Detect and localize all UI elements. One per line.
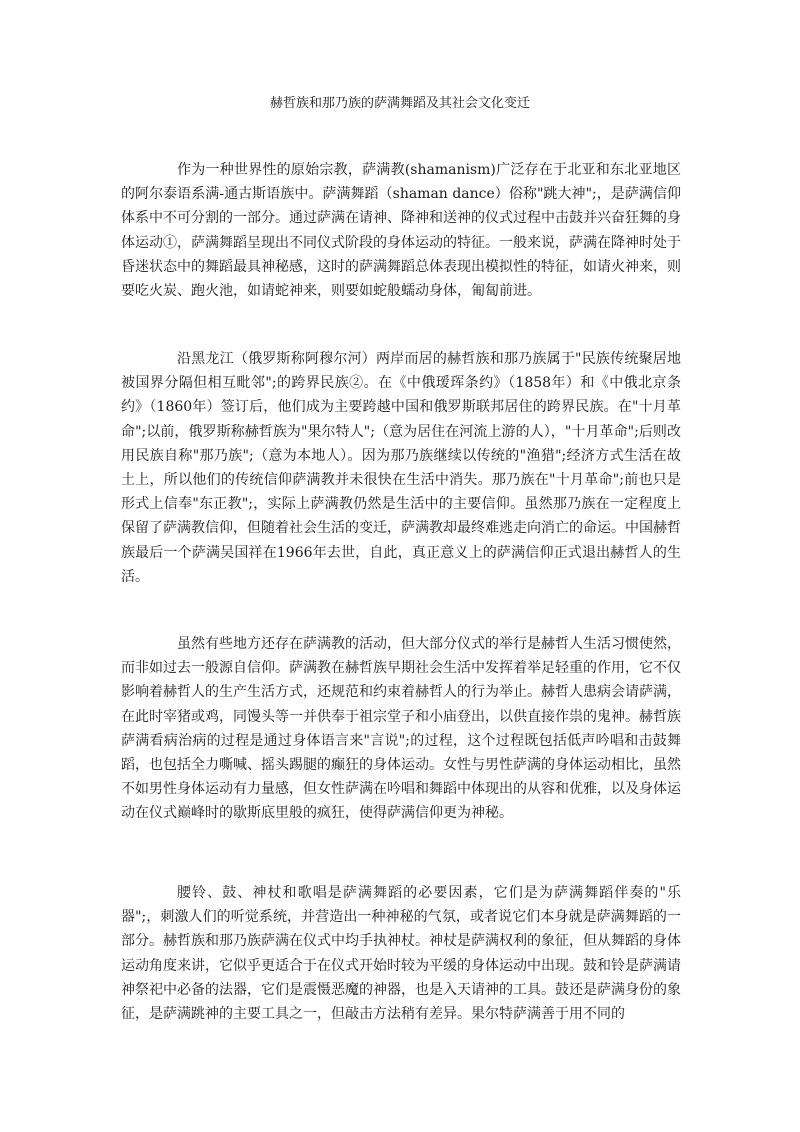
paragraph-2: 沿黑龙江（俄罗斯称阿穆尔河）两岸而居的赫哲族和那乃族属于"民族传统聚居地被国界分隔但相互毗邻";的跨界民族②。在《中俄瑷珲条约》（1858年）和《中俄北京条约》（1860年）签订后，他们成为主要跨越中国和俄罗斯联邦居住的跨界民族。在"十月革命";以前，俄罗斯称赫哲族为"果尔特人";（意为居住在河流上游的人），"十月革命";后则改用民族自称"那乃族";（意为本地人）。因为那乃族继续以传统的"渔猎";经济方式生活在故土上，所以他们的传统信仰萨满教并未很快在生活中消失。那乃族在"十月革命";前也只是形式上信奉"东正教";，实际上萨满教仍然是生活中的主要信仰。虽然那乃族在一定程度上保留了萨满教信仰，但随着社会生活的变迁，萨满教却最终难逃走向消亡的命运。中国赫哲族最后一个萨满吴国祥在1966年去世，自此，真正意义上的萨满信仰正式退出赫哲人的生活。 bbox=[121, 351, 681, 585]
document-title: 赫哲族和那乃族的萨满舞蹈及其社会文化变迁 bbox=[269, 96, 530, 111]
paragraph-3: 虽然有些地方还存在萨满教的活动，但大部分仪式的举行是赫哲人生活习惯使然，而非如过去一般源自信仰。萨满教在赫哲族早期社会生活中发挥着举足轻重的作用，它不仅影响着赫哲人的生产生活方式，还规范和约束着赫哲人的行为举止。赫哲人患病会请萨满，在此时宰猪或鸡，同馒头等一并供奉于祖宗堂子和小庙登出，以供直接作祟的鬼神。赫哲族萨满看病治病的过程是通过身体语言来"言说";的过程，这个过程既包括低声吟唱和击鼓舞蹈，也包括全力嘶喊、摇头踢腿的癫狂的身体运动。女性与男性萨满的身体运动相比，虽然不如男性身体运动有力量感，但女性萨满在吟唱和舞蹈中体现出的从容和优雅，以及身体运动在仪式巅峰时的歇斯底里般的疯狂，使得萨满信仰更为神秘。 bbox=[121, 636, 681, 822]
paragraph-1: 作为一种世界性的原始宗教，萨满教(shamanism)广泛存在于北亚和东北亚地区的阿尔泰语系满-通古斯语族中。萨满舞蹈（shaman dance）俗称"跳大神";，是萨满信仰体系中不可分割的一部分。通过萨满在请神、降神和送神的仪式过程中击鼓并兴奋狂舞的身体运动①，萨满舞蹈呈现出不同仪式阶段的身体运动的特征。一般来说，萨满在降神时处于昏迷状态中的舞蹈最具神秘感，这时的萨满舞蹈总体表现出模拟性的特征，如请火神来，则要吃火炭、跑火池，如请蛇神来，则要如蛇般蠕动身体，匍匐前进。 bbox=[121, 162, 681, 300]
paragraph-4: 腰铃、鼓、神杖和歌唱是萨满舞蹈的必要因素，它们是为萨满舞蹈伴奏的"乐器";，刺激人们的听觉系统，并营造出一种神秘的气氛，或者说它们本身就是萨满舞蹈的一部分。赫哲族和那乃族萨满在仪式中均手执神杖。神杖是萨满权利的象征，但从舞蹈的身体运动角度来讲，它似乎更适合于在仪式开始时较为平缓的身体运动中出现。鼓和铃是萨满请神祭祀中必备的法器，它们是震慑恶魔的神器，也是入天请神的工具。鼓还是萨满身份的象征，是萨满跳神的主要工具之一，但敲击方法稍有差异。果尔特萨满善于用不同的 bbox=[121, 885, 681, 1023]
